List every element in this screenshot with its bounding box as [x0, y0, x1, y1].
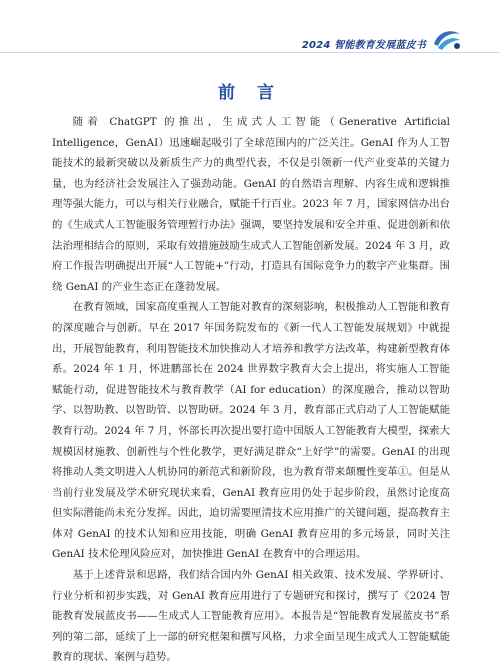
swirl-logo-icon [432, 26, 462, 52]
body-text [52, 112, 450, 664]
page-header [0, 0, 500, 58]
book-title: 2024 智能教育发展蓝皮书 [301, 40, 426, 51]
header-divider [0, 52, 500, 53]
paragraph-2: 在教育领域，国家高度重视人工智能对教育的深刻影响，积极推动人工智能和教育的深度融合与创新。早在 2017 年国务院发布的《新一代人工智能发展规划》中就提出，开展智能教育，利用智能技术加快推动人才培养和教学方法改革，构建新型教育体系。2024 年 1 月，怀进鹏部长在 2024 世界数字教育大会上提出，将实施人工智能赋能行动，促进智能技术与教育教学（AI for education）的深度融合，推动以智助学、以智助教、以智助管、以智助研。2024 年 3 月，教育部正式启动了人工智能赋能教育行动。2024 年 7 月，怀部长再次提出要打造中国版人工智能教育大模型，探索大规模因材施教、创新性与个性化教学，更好满足群众“上好学”的需要。GenAI 的出现将推动人类文明进入人机协同的新范式和新阶段，也为教育带来颠覆性变革①。但是从当前行业发展及学术研究现状来看，GenAI 教育应用仍处于起步阶段，虽然讨论度高但实际潜能尚未充分发挥。因此，迫切需要厘清技术应用推广的关键问题，提高教育主体对 GenAI 的技术认知和应用技能，明确 GenAI 教育应用的多元场景，同时关注 GenAI 技术伦理风险应对，加快推进 GenAI 在教育中的合理运用。 [52, 301, 450, 561]
page-title: 前 言 [218, 83, 282, 103]
paragraph-3: 基于上述背景和思路，我们结合国内外 GenAI 相关政策、技术发展、学界研讨、行业分析和初步实践，对 GenAI 教育应用进行了专题研究和探讨，撰写了《2024 智能教育发展蓝皮书——生成式人工智能教育应用》。本报告是“智能教育发展蓝皮书”系列的第二部，延续了上一部的研究框架和撰写风格，力求全面呈现生成式人工智能赋能教育的现状、案例与趋势。 [52, 569, 450, 664]
paragraph-1: 随着 ChatGPT 的推出，生成式人工智能（Generative Artificial Intelligence，GenAI）迅速崛起吸引了全球范围内的广泛关注。GenAI 作为人工智能技术的最新突破以及新质生产力的典型代表，不仅是引领新一代产业变革的关键力量，也为经济社会发展注入了强劲动能。GenAI 的自然语言理解、内容生成和逻辑推理等强大能力，可以与相关行业融合，赋能千行百业。2023 年 7 月，国家网信办出台的《生成式人工智能服务管理暂行办法》强调，要坚持发展和安全并重、促进创新和依法治理相结合的原则，采取有效措施鼓励生成式人工智能创新发展。2024 年 3 月，政府工作报告明确提出开展“人工智能+”行动，打造具有国际竞争力的数字产业集群。围绕 GenAI 的产业生态正在蓬勃发展。 [52, 116, 450, 293]
